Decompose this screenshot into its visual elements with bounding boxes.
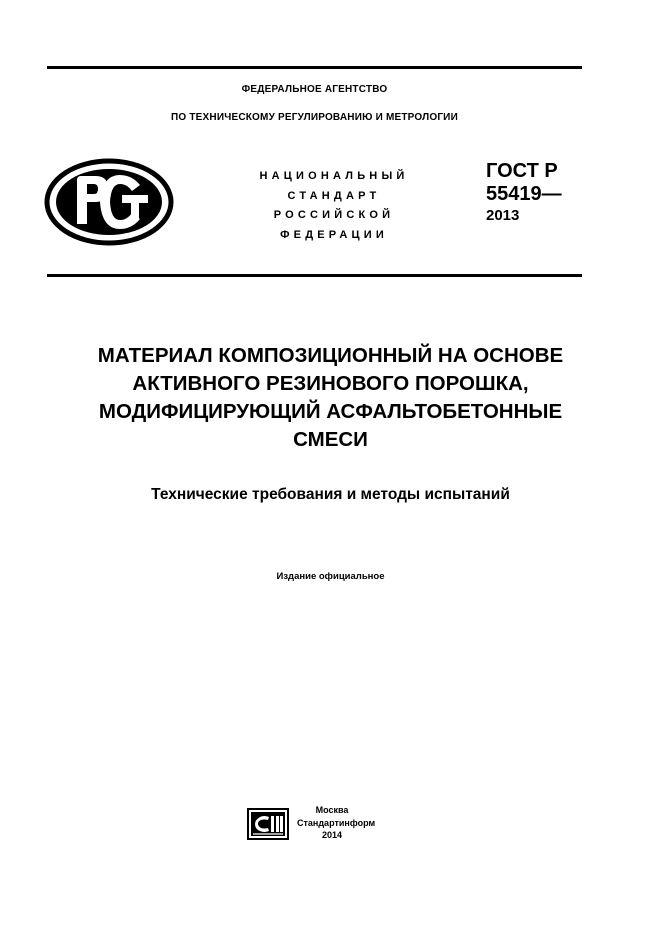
agency-line-1: ФЕДЕРАЛЬНОЕ АГЕНТСТВО bbox=[241, 84, 388, 95]
national-standard-line-1: НАЦИОНАЛЬНЫЙ bbox=[259, 170, 409, 182]
national-standard-line-4: ФЕДЕРАЦИИ bbox=[280, 228, 388, 241]
rst-logo-icon bbox=[44, 158, 174, 246]
middle-rule bbox=[47, 274, 582, 277]
agency-line-2: ПО ТЕХНИЧЕСКОМУ РЕГУЛИРОВАНИЮ И МЕТРОЛОГИИ bbox=[171, 112, 458, 123]
document-title bbox=[20, 342, 641, 454]
top-rule bbox=[47, 66, 582, 69]
title-line-2: АКТИВНОГО РЕЗИНОВОГО ПОРОШКА, bbox=[132, 372, 529, 395]
title-line-4: СМЕСИ bbox=[293, 428, 368, 451]
publisher-logo-icon bbox=[247, 808, 289, 840]
designation-year: 2013 bbox=[486, 207, 520, 224]
designation-prefix: ГОСТ Р bbox=[486, 160, 558, 182]
designation-number: 55419— bbox=[486, 183, 562, 205]
national-standard-line-2: СТАНДАРТ bbox=[287, 189, 381, 202]
publisher-year: 2014 bbox=[321, 830, 343, 840]
national-standard-line-3: РОССИЙСКОЙ bbox=[273, 209, 395, 221]
publisher-name: Стандартинформ bbox=[297, 817, 376, 828]
standard-designation bbox=[486, 160, 562, 226]
document-subtitle: Технические требования и методы испытаний bbox=[151, 486, 510, 503]
publisher-city: Москва bbox=[315, 805, 349, 815]
edition-note: Издание официальное bbox=[276, 571, 385, 582]
national-standard-label bbox=[226, 167, 442, 245]
publisher-block bbox=[297, 804, 376, 842]
title-line-1: МАТЕРИАЛ КОМПОЗИЦИОННЫЙ НА ОСНОВЕ bbox=[97, 344, 564, 367]
title-line-3: МОДИФИЦИРУЮЩИЙ АСФАЛЬТОБЕТОННЫЕ bbox=[98, 400, 563, 423]
